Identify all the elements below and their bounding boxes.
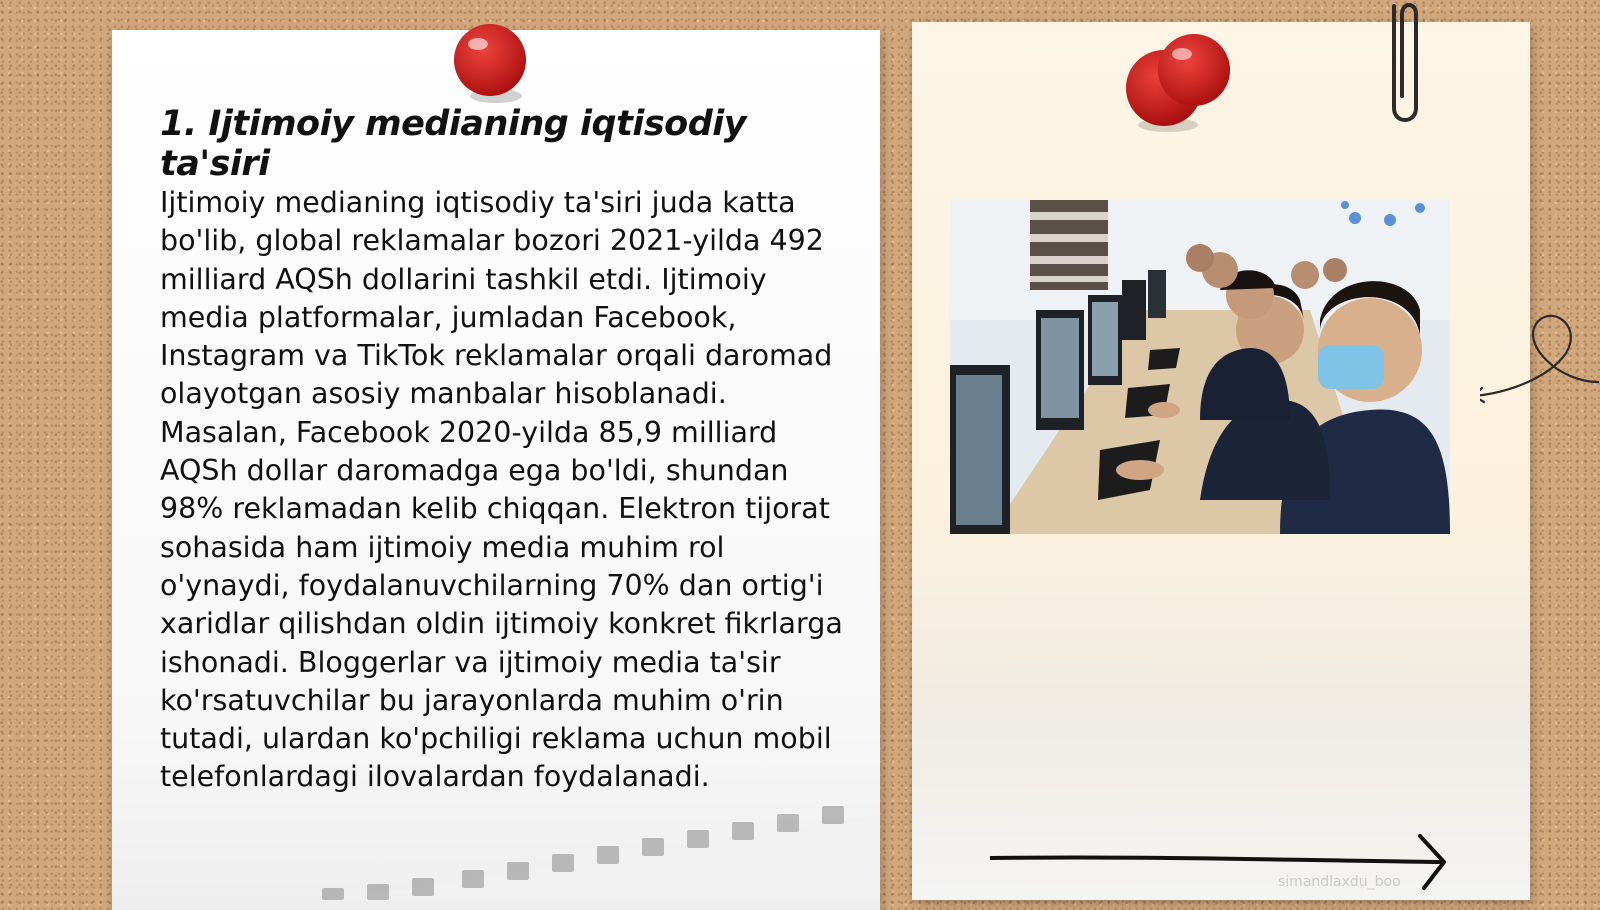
red-pushpin-icon [452, 20, 532, 106]
paperclip-icon [1380, 0, 1426, 130]
slide-body-text: Ijtimoiy medianing iqtisodiy ta'siri juda katta bo'lib, global reklamalar bozori 2021-yilda 492 milliard AQSh dollarini tashkil etdi. Ijtimoiy media platformalar, jumladan Facebook, Instagram va TikTok reklamalar orqali daromad olayotgan asosiy manbalar hisoblanadi. Masalan, Facebook 2020-yilda 85,9 milliard AQSh dollar daromadga ega bo'ldi, shundan 98% reklamadan kelib chiqqan. Elektron tijorat sohasida ham ijtimoiy media muhim rol o'ynaydi, foydalanuvchilarning 70% dan ortig'i xaridlar qilishdan oldin ijtimoiy konkret fikrlarga ishonadi. Bloggerlar va ijtimoiy media ta'sir ko'rsatuvchilar bu jarayonlarda muhim o'rin tutadi, ulardan ko'pchiligi reklama uchun mobil telefonlardagi ilovalardan foydalanadi. [160, 186, 843, 794]
red-pushpin-icon [1120, 30, 1240, 140]
slide-title: 1. Ijtimoiy medianing iqtisodiy ta'siri [160, 104, 747, 184]
squiggle-arrow-icon [1480, 310, 1600, 410]
classroom-computers-photo [950, 200, 1450, 534]
watermark: simandlaxdu_boo [1278, 874, 1401, 890]
